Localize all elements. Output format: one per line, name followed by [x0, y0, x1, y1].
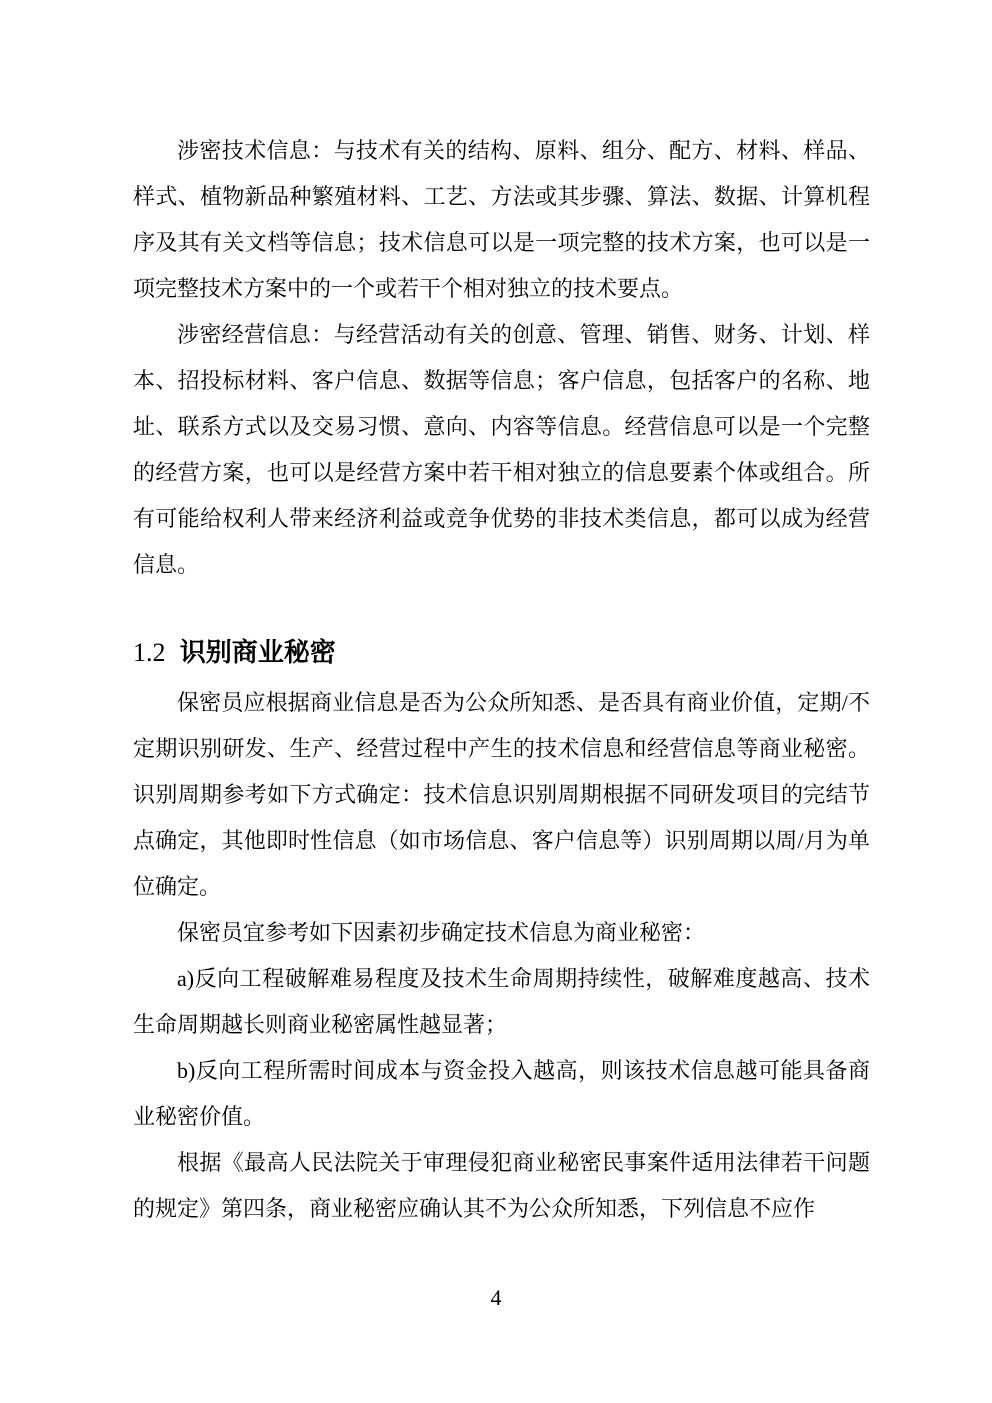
paragraph-business-info: 涉密经营信息：与经营活动有关的创意、管理、销售、财务、计划、样本、招投标材料、客户信息、数据等信息；客户信息，包括客户的名称、地址、联系方式以及交易习惯、意向、内容等信息。经营信息可以是一个完整的经营方案，也可以是经营方案中若干相对独立的信息要素个体或组合。所有可能给权利人带来经济利益或竞争优势的非技术类信息，都可以成为经营信息。: [133, 322, 870, 577]
page-body: [133, 128, 870, 1232]
page-number: 4: [490, 1285, 502, 1310]
list-item-b: b)反向工程所需时间成本与资金投入越高，则该技术信息越可能具备商业秘密价值。: [133, 1058, 870, 1129]
list-item-a: a)反向工程破解难易程度及技术生命周期持续性，破解难度越高、技术生命周期越长则商业秘密属性越显著；: [133, 966, 870, 1037]
paragraph-factors-lead: 保密员宜参考如下因素初步确定技术信息为商业秘密：: [177, 920, 706, 945]
paragraph-identify-intro: 保密员应根据商业信息是否为公众所知悉、是否具有商业价值，定期/不定期识别研发、生产、经营过程中产生的技术信息和经营信息等商业秘密。识别周期参考如下方式确定：技术信息识别周期根据不同研发项目的完结节点确定，其他即时性信息（如市场信息、客户信息等）识别周期以周/月为单位确定。: [133, 690, 870, 899]
section-number: 1.2: [133, 638, 166, 667]
paragraph-technical-info: 涉密技术信息：与技术有关的结构、原料、组分、配方、材料、样品、样式、植物新品种繁殖材料、工艺、方法或其步骤、算法、数据、计算机程序及其有关文档等信息；技术信息可以是一项完整的技术方案，也可以是一项完整技术方案中的一个或若干个相对独立的技术要点。: [133, 138, 870, 301]
section-heading-1-2: [133, 630, 870, 676]
paragraph-legal-basis: 根据《最高人民法院关于审理侵犯商业秘密民事案件适用法律若干问题的规定》第四条，商业秘密应确认其不为公众所知悉，下列信息不应作: [133, 1150, 870, 1221]
section-title: 识别商业秘密: [179, 638, 336, 667]
